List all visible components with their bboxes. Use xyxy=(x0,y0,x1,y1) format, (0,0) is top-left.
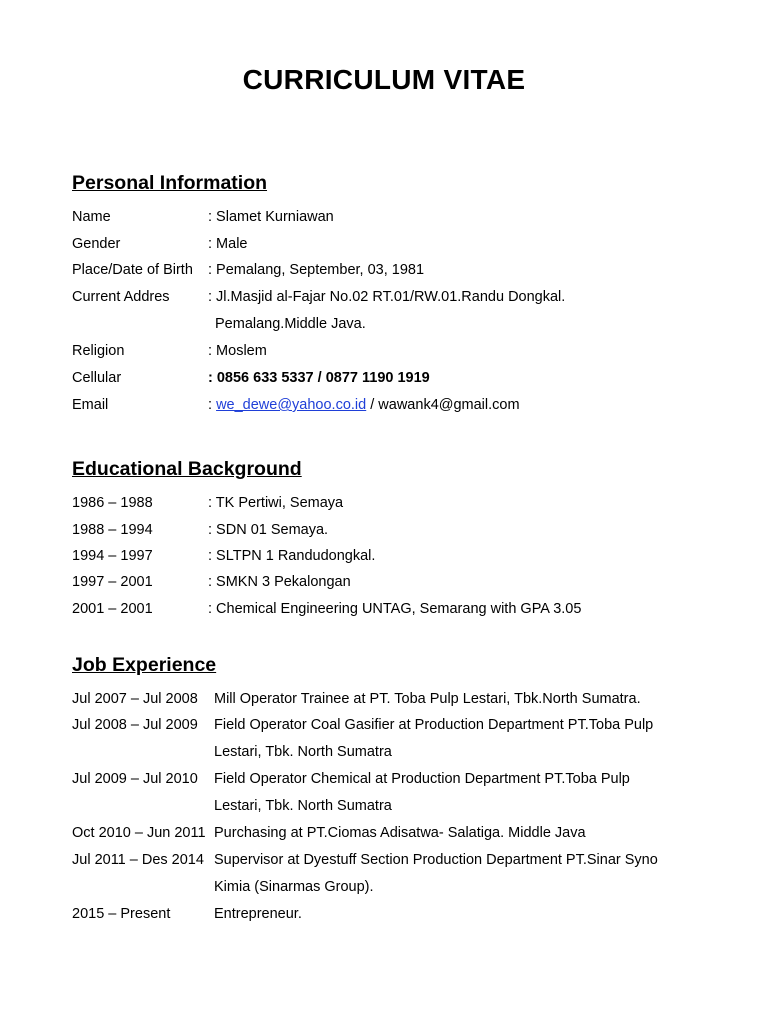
religion-value: : Moslem xyxy=(208,343,267,359)
job-period: Jul 2008 – Jul 2009 xyxy=(72,717,198,733)
job-description-continued: Kimia (Sinarmas Group). xyxy=(214,879,374,895)
job-description: Entrepreneur. xyxy=(214,906,302,922)
name-value: : Slamet Kurniawan xyxy=(208,209,334,225)
education-years: 1986 – 1988 xyxy=(72,495,153,511)
education-school: : SLTPN 1 Randudongkal. xyxy=(208,548,376,564)
document-title: CURRICULUM VITAE xyxy=(242,64,526,95)
address-label: Current Addres xyxy=(72,289,170,305)
job-period: Jul 2009 – Jul 2010 xyxy=(72,771,198,787)
job-description-continued: Lestari, Tbk. North Sumatra xyxy=(214,798,392,814)
job-description: Supervisor at Dyestuff Section Production Department PT.Sinar Syno xyxy=(214,852,658,868)
email-primary-link[interactable]: we_dewe@yahoo.co.id xyxy=(216,397,367,413)
job-period: Oct 2010 – Jun 2011 xyxy=(72,825,206,841)
job-description: Field Operator Chemical at Production Department PT.Toba Pulp xyxy=(214,771,630,787)
job-period: 2015 – Present xyxy=(72,906,171,922)
email-label: Email xyxy=(72,397,109,413)
email-secondary: / wawank4@gmail.com xyxy=(366,397,520,413)
education-years: 1988 – 1994 xyxy=(72,522,153,538)
address-line-1: : Jl.Masjid al-Fajar No.02 RT.01/RW.01.Randu Dongkal. xyxy=(208,289,566,305)
job-period: Jul 2011 – Des 2014 xyxy=(72,852,204,868)
education-school: : SDN 01 Semaya. xyxy=(208,522,329,538)
gender-value: : Male xyxy=(208,236,248,252)
job-period: Jul 2007 – Jul 2008 xyxy=(72,691,198,707)
gender-label: Gender xyxy=(72,236,121,252)
education-years: 1994 – 1997 xyxy=(72,548,153,564)
name-label: Name xyxy=(72,209,111,225)
education-school: : TK Pertiwi, Semaya xyxy=(208,495,344,511)
educational-background-heading: Educational Background xyxy=(72,458,302,480)
birth-label: Place/Date of Birth xyxy=(72,262,193,278)
birth-value: : Pemalang, September, 03, 1981 xyxy=(208,262,425,278)
religion-label: Religion xyxy=(72,343,125,359)
education-years: 2001 – 2001 xyxy=(72,601,153,617)
education-school: : Chemical Engineering UNTAG, Semarang with GPA 3.05 xyxy=(208,601,582,617)
education-school: : SMKN 3 Pekalongan xyxy=(208,574,351,590)
cellular-value: : 0856 633 5337 / 0877 1190 1919 xyxy=(208,370,430,386)
personal-information-heading: Personal Information xyxy=(72,172,268,194)
job-description: Mill Operator Trainee at PT. Toba Pulp Lestari, Tbk.North Sumatra. xyxy=(214,691,641,707)
education-years: 1997 – 2001 xyxy=(72,574,153,590)
job-description-continued: Lestari, Tbk. North Sumatra xyxy=(214,744,392,760)
job-experience-heading: Job Experience xyxy=(72,654,217,676)
job-description: Field Operator Coal Gasifier at Production Department PT.Toba Pulp xyxy=(214,717,654,733)
email-prefix: : xyxy=(208,397,217,413)
cellular-label: Cellular xyxy=(72,370,122,386)
email-value xyxy=(208,395,520,415)
job-description: Purchasing at PT.Ciomas Adisatwa- Salatiga. Middle Java xyxy=(214,825,586,841)
address-line-2: Pemalang.Middle Java. xyxy=(215,316,366,332)
